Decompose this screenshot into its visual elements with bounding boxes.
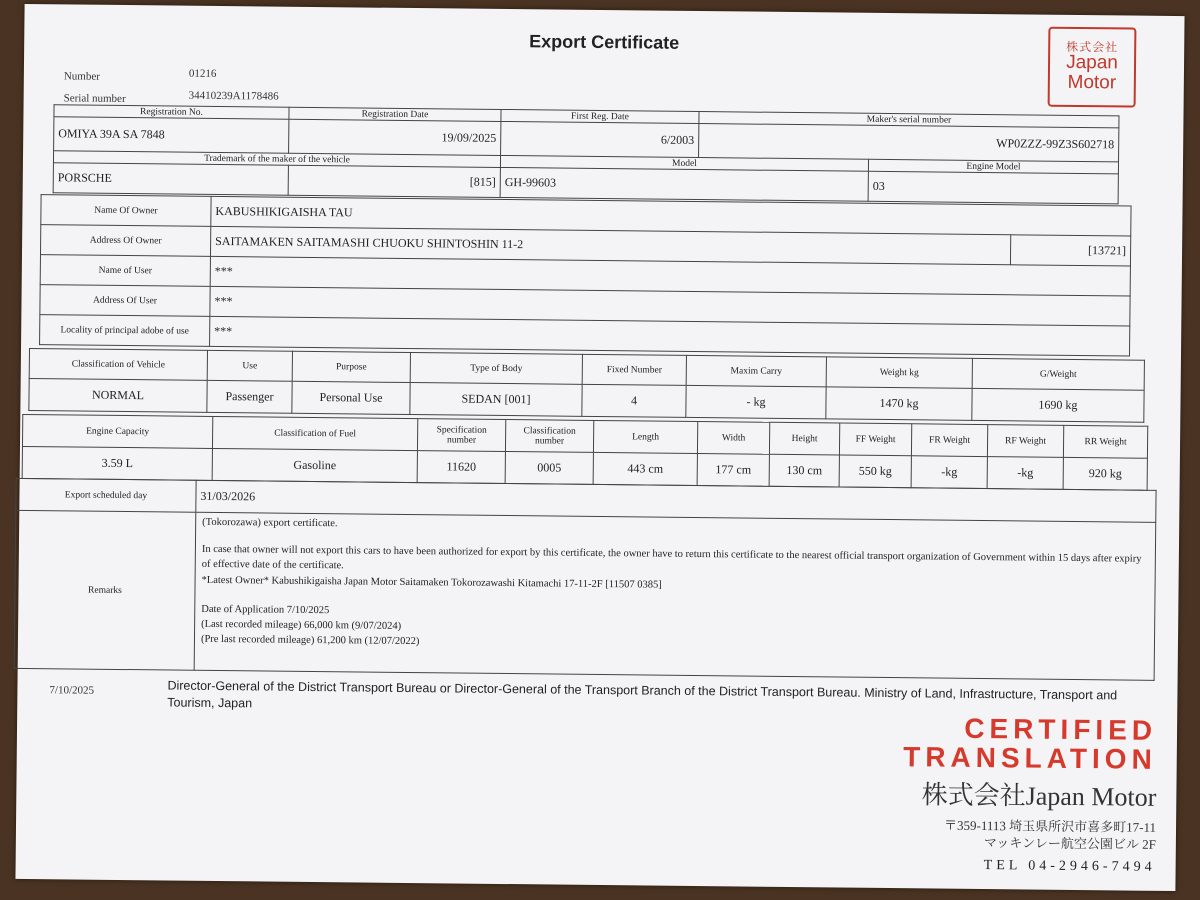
class-number-value: 0005 xyxy=(505,452,593,485)
certified-label: CERTIFIED xyxy=(964,712,1158,746)
fuel-value: Gasoline xyxy=(212,448,417,482)
gross-weight-header: G/Weight xyxy=(972,358,1144,390)
spec-number-value: 11620 xyxy=(417,451,505,484)
user-address-label: Address Of User xyxy=(40,285,210,317)
remarks-label: Remarks xyxy=(14,510,196,670)
remarks-line: (Last recorded mileage) 66,000 km (9/07/2024) xyxy=(201,618,402,633)
engine-capacity-header: Engine Capacity xyxy=(22,414,212,448)
stamp-line1: 株式会社 xyxy=(1066,39,1119,55)
weight-header: Weight kg xyxy=(826,357,972,389)
reg-no-value: OMIYA 39A SA 7848 xyxy=(54,117,289,153)
certified-translation-stamp xyxy=(836,712,1158,875)
reg-date-value: 19/09/2025 xyxy=(289,119,501,155)
company-address-line1: 〒359-1113 埼玉県所沢市喜多町17-11 xyxy=(944,817,1157,835)
stamp-line2: Japan xyxy=(1066,52,1119,74)
translation-label: TRANSLATION xyxy=(903,741,1157,776)
user-address-value: *** xyxy=(210,286,1130,326)
rf-weight-value: -kg xyxy=(987,457,1063,490)
remarks-line: Date of Application 7/10/2025 xyxy=(201,603,330,617)
height-value: 130 cm xyxy=(769,454,839,487)
width-header: Width xyxy=(697,422,769,455)
rr-weight-header: RR Weight xyxy=(1063,425,1147,458)
purpose-value: Personal Use xyxy=(292,381,410,414)
trademark-header: Trademark of the maker of the vehicle xyxy=(53,151,500,168)
remarks-line: *Latest Owner* Kabushikigaisha Japan Motor Saitamaken Tokorozawashi Kitamachi 17-11-2F [11507 0385] xyxy=(201,574,662,591)
number-value: 01216 xyxy=(188,67,217,80)
trademark-value: PORSCHE xyxy=(53,163,288,195)
document-title: Export Certificate xyxy=(529,31,680,53)
export-day-label: Export scheduled day xyxy=(16,478,196,512)
use-value: Passenger xyxy=(207,380,292,413)
use-header: Use xyxy=(207,350,292,381)
fr-weight-header: FR Weight xyxy=(911,424,987,457)
reg-no-header: Registration No. xyxy=(54,105,289,119)
fixed-number-header: Fixed Number xyxy=(582,354,686,385)
owner-table xyxy=(39,194,1132,356)
vehicle-class-value: NORMAL xyxy=(29,379,207,413)
user-name-label: Name of User xyxy=(40,255,210,287)
makers-serial-value: WP0ZZZ-99Z3S602718 xyxy=(699,124,1119,162)
director-general-text: Director-General of the District Transport Bureau or Director-General of the Transport Branch of the District Transport Bureau. Ministry of Land, Infrastructure, Transport and Tourism, Japan xyxy=(167,678,1118,711)
spec-number-header: Specification number xyxy=(417,419,505,452)
engine-model-header: Engine Model xyxy=(868,159,1118,174)
ff-weight-value: 550 kg xyxy=(839,455,911,488)
width-value: 177 cm xyxy=(697,454,769,487)
stamp-line3: Motor xyxy=(1067,72,1117,94)
trademark-code: [815] xyxy=(288,165,500,197)
company-address-line2: マッキンレー航空公園ビル 2F xyxy=(983,834,1156,852)
weight-value: 1470 kg xyxy=(826,387,972,421)
remarks-content xyxy=(194,512,1156,680)
remarks-table xyxy=(14,478,1157,681)
first-reg-header: First Reg. Date xyxy=(501,109,699,123)
remarks-line: (Tokorozawa) export certificate. xyxy=(202,516,338,530)
fuel-header: Classification of Fuel xyxy=(212,416,417,450)
engine-model-value: 03 xyxy=(868,171,1118,204)
purpose-header: Purpose xyxy=(292,351,410,382)
fixed-number-value: 4 xyxy=(582,384,686,417)
company-telephone: TEL 04-2946-7494 xyxy=(983,857,1156,875)
certificate-paper xyxy=(15,4,1184,891)
owner-name-value: KABUSHIKIGAISHA TAU xyxy=(211,196,1131,236)
fr-weight-value: -kg xyxy=(911,456,987,489)
number-label: Number xyxy=(63,70,100,83)
rf-weight-header: RF Weight xyxy=(987,425,1063,458)
registration-table xyxy=(53,104,1120,204)
first-reg-value: 6/2003 xyxy=(501,121,699,157)
export-day-value: 31/03/2026 xyxy=(196,480,1156,522)
body-type-value: SEDAN [001] xyxy=(410,383,582,417)
vehicle-table xyxy=(28,348,1145,423)
max-carry-header: Maxim Carry xyxy=(686,355,826,386)
serial-label: Serial number xyxy=(63,92,126,106)
user-name-value: *** xyxy=(210,256,1130,296)
vehicle-class-header: Classification of Vehicle xyxy=(29,349,207,381)
max-carry-value: - kg xyxy=(686,385,826,418)
owner-address-label: Address Of Owner xyxy=(40,225,210,257)
company-name: 株式会社Japan Motor xyxy=(921,780,1157,812)
owner-address-value: SAITAMAKEN SAITAMASHI CHUOKU SHINTOSHIN 11-2 xyxy=(210,226,1010,264)
length-value: 443 cm xyxy=(593,452,697,485)
model-value: GH-99603 xyxy=(500,167,868,201)
company-seal-stamp xyxy=(1048,27,1137,108)
body-type-header: Type of Body xyxy=(410,353,582,385)
rr-weight-value: 920 kg xyxy=(1063,457,1147,490)
owner-address-code: [13721] xyxy=(1010,235,1130,266)
length-header: Length xyxy=(593,420,697,453)
ff-weight-header: FF Weight xyxy=(839,423,911,456)
issue-date: 7/10/2025 xyxy=(49,684,95,697)
height-header: Height xyxy=(769,422,839,455)
owner-name-label: Name Of Owner xyxy=(41,195,211,227)
locality-label: Locality of principal adobe of use xyxy=(40,315,210,347)
engine-capacity-value: 3.59 L xyxy=(22,446,212,480)
gross-weight-value: 1690 kg xyxy=(972,388,1144,422)
serial-value: 34410239A1178486 xyxy=(188,89,279,103)
remarks-line: In case that owner will not export this cars to have been authorized for export by this certificate, the owner have to return this certificate to the nearest official transport organization of Government within 15 days after expiry of effective date of the certificate. xyxy=(201,544,1142,572)
reg-date-header: Registration Date xyxy=(289,107,501,121)
model-header: Model xyxy=(500,155,868,171)
remarks-line: (Pre last recorded mileage) 61,200 km (12/07/2022) xyxy=(200,634,420,648)
class-number-header: Classification number xyxy=(505,420,593,453)
makers-serial-header: Maker's serial number xyxy=(699,112,1119,128)
locality-value: *** xyxy=(210,316,1130,356)
